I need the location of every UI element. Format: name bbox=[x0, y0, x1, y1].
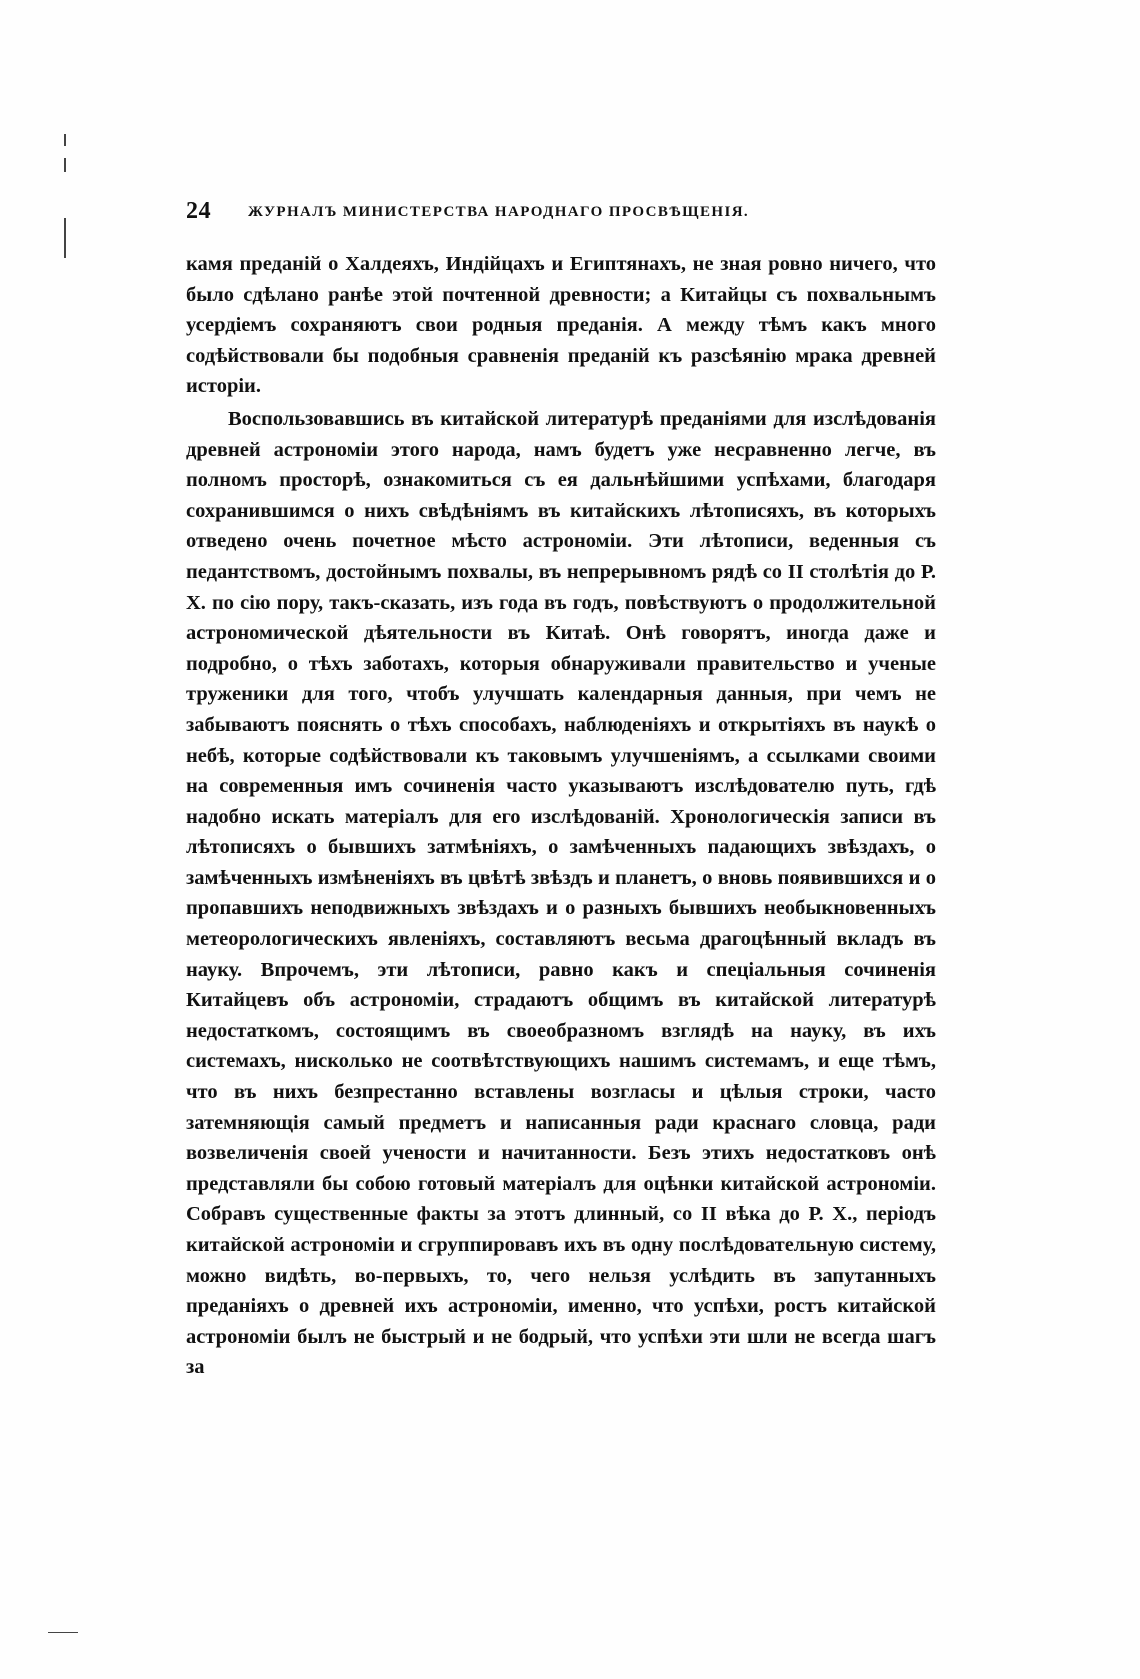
scan-mark bbox=[64, 158, 66, 172]
page-number: 24 bbox=[186, 198, 212, 224]
scan-mark bbox=[64, 134, 66, 146]
running-head: ЖУРНАЛЪ МИНИСТЕРСТВА НАРОДНАГО ПРОСВѢЩЕНІЯ. bbox=[248, 204, 750, 220]
paragraph-continuation: камя преданій о Халдеяхъ, Индійцахъ и Египтянахъ, не зная ровно ничего, что было сдѣлано ранѣе этой почтенной древности; а Китайцы съ похвальнымъ усердіемъ сохраняютъ свои родныя преданія. А между тѣмъ какъ много содѣйствовали бы подобныя сравненія преданій къ разсѣянію мрака древней исторіи. bbox=[186, 253, 936, 398]
body-text bbox=[186, 249, 936, 1383]
page-header bbox=[186, 196, 946, 226]
scan-mark bbox=[48, 1632, 78, 1633]
scan-mark bbox=[64, 218, 66, 258]
paragraph: Воспользовавшись въ китайской литературѣ преданіями для изслѣдованія древней астрономіи этого народа, намъ будетъ уже несравненно легче, въ полномъ просторѣ, ознакомиться съ ея дальнѣйшими успѣхами, благодаря сохранившимся о нихъ свѣдѣніямъ въ китайскихъ лѣтописяхъ, въ которыхъ отведено очень почетное мѣсто астрономіи. Эти лѣтописи, веденныя съ педантствомъ, достойнымъ похвалы, въ непрерывномъ рядѣ со II столѣтія до Р. Х. по сію пору, такъ-сказать, изъ года въ годъ, повѣствуютъ о продолжительной астрономической дѣятельности въ Китаѣ. Онѣ говорятъ, иногда даже и подробно, о тѣхъ заботахъ, которыя обнаруживали правительство и ученые труженики для того, чтобъ улучшать календарныя данныя, при чемъ не забываютъ пояснять о тѣхъ способахъ, наблюденіяхъ и открытіяхъ въ наукѣ о небѣ, которые содѣйствовали къ таковымъ улучшеніямъ, а ссылками своими на современныя имъ сочиненія часто указываютъ изслѣдователю путь, гдѣ надобно искать матеріалъ для его изслѣдованій. Хронологическія записи въ лѣтописяхъ о бывшихъ затмѣніяхъ, о замѣченныхъ падающихъ звѣздахъ, о замѣченныхъ измѣненіяхъ въ цвѣтѣ звѣздъ и планетъ, о вновь появившихся и о пропавшихъ неподвижныхъ звѣздахъ и о разныхъ бывшихъ необыкновенныхъ метеорологическихъ явленіяхъ, составляютъ весьма драгоцѣнный вкладъ въ науку. Впрочемъ, эти лѣтописи, равно какъ и спеціальныя сочиненія Китайцевъ объ астрономіи, страдаютъ общимъ въ китайской литературѣ недостаткомъ, состоящимъ въ своеобразномъ взглядѣ на науку, въ ихъ системахъ, нисколько не соотвѣтствующихъ нашимъ системамъ, и еще тѣмъ, что въ нихъ безпрестанно вставлены возгласы и цѣлыя строки, часто затемняющія самый предметъ и написанныя ради краснаго словца, ради возвеличенія своей учености и начитанности. Безъ этихъ недостатковъ онѣ представляли бы собою готовый матеріалъ для оцѣнки китайской астрономіи. Собравъ существенные факты за этотъ длинный, со II вѣка до Р. Х., періодъ китайской астрономіи и сгруппировавъ ихъ въ одну послѣдовательную систему, можно видѣть, во-первыхъ, то, чего нельзя услѣдить въ запутанныхъ преданіяхъ о древней ихъ астрономіи, именно, что успѣхи, ростъ китайской астрономіи былъ не быстрый и не бодрый, что успѣхи эти шли не всегда шагъ за bbox=[186, 407, 936, 1379]
